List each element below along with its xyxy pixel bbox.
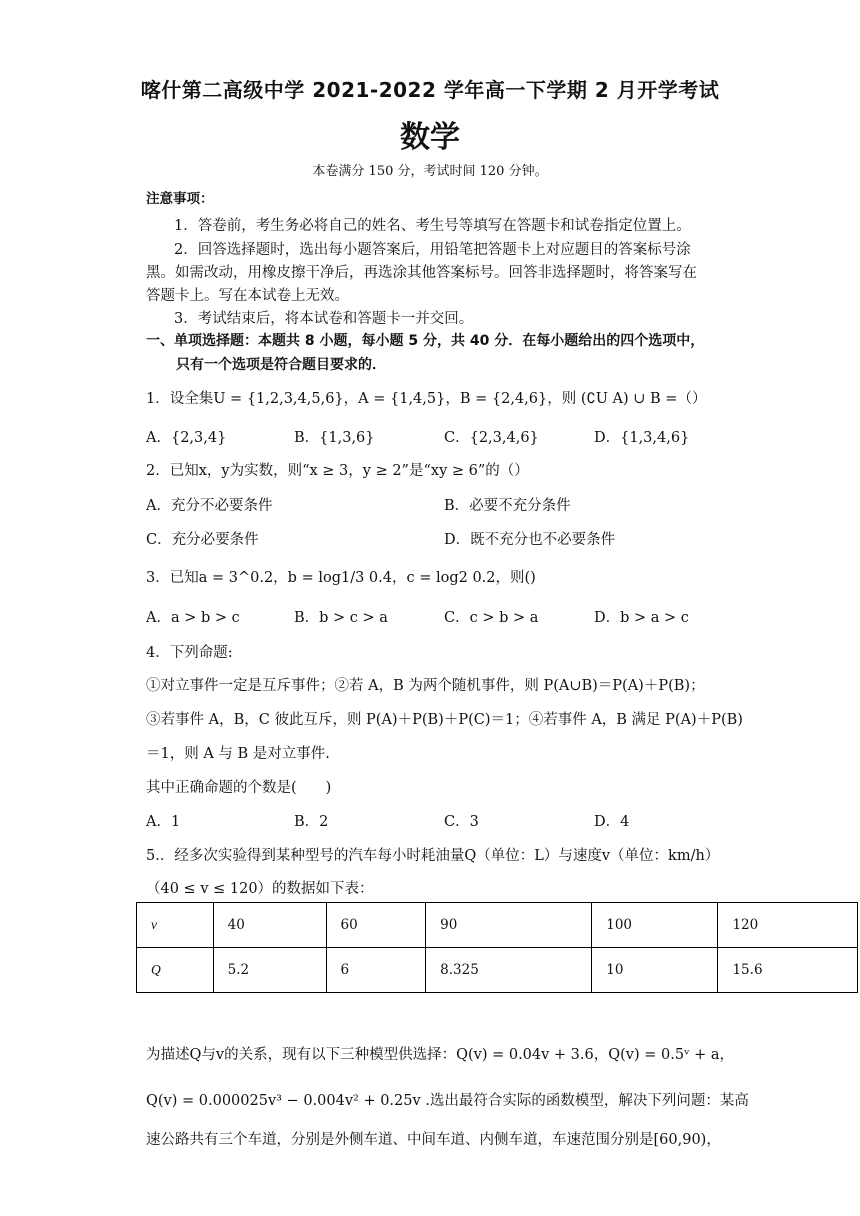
table-cell: 5.2 (213, 948, 326, 993)
table-cell: v (137, 903, 214, 948)
q1-option-c: C．{2,3,4,6} (444, 430, 539, 446)
q4-option-c: C．3 (444, 814, 479, 830)
q2-option-a: A．充分不必要条件 (146, 498, 273, 514)
q4-option-b: B．2 (294, 814, 329, 830)
table-row (137, 903, 858, 948)
notice-heading: 注意事项： (146, 191, 214, 207)
q5-text-1: 为描述Q与v的关系，现有以下三种模型供选择：Q(v) = 0.04v + 3.6，Q(v) = 0.5ᵛ + a， (146, 1047, 734, 1063)
question-2-stem: 2．已知x，y为实数，则“x ≥ 3，y ≥ 2”是“xy ≥ 6”的（） (146, 463, 529, 479)
table-cell: 120 (718, 903, 858, 948)
q3-option-b: B．b > c > a (294, 610, 388, 626)
data-table (136, 902, 858, 993)
q4-line-2: ③若事件 A，B，C 彼此互斥，则 P(A)＋P(B)＋P(C)＝1；④若事件 A，B 满足 P(A)＋P(B) (146, 712, 743, 728)
table-row (137, 948, 858, 993)
q4-line-1: ①对立事件一定是互斥事件；②若 A，B 为两个随机事件，则 P(A∪B)＝P(A)＋P(B)； (146, 678, 705, 694)
q4-line-4: 其中正确命题的个数是( ) (146, 780, 332, 796)
notice-item-2-end: 答题卡上。写在本试卷上无效。 (146, 288, 349, 304)
q2-option-c: C．充分必要条件 (146, 532, 259, 548)
q4-line-3: ＝1，则 A 与 B 是对立事件. (146, 746, 330, 762)
exam-note: 本卷满分 150 分，考试时间 120 分钟。 (312, 164, 548, 179)
subject-title: 数学 (400, 120, 460, 155)
q1-option-b: B．{1,3,6} (294, 430, 375, 446)
exam-title: 喀什第二高级中学 2021-2022 学年高一下学期 2 月开学考试 (140, 78, 720, 102)
question-1-stem: 1．设全集U = {1,2,3,4,5,6}，A = {1,4,5}，B = {2,4,6}，则 (∁U A) ∪ B =（） (146, 391, 707, 407)
notice-item-1: 1．答卷前，考生务必将自己的姓名、考生号等填写在答题卡和试卷指定位置上。 (174, 218, 691, 234)
question-3-stem: 3．已知a = 3^0.2，b = log1/3 0.4，c = log2 0.2，则() (146, 570, 536, 586)
q5-text-2: Q(v) = 0.000025v³ − 0.004v² + 0.25v .选出最符合实际的函数模型，解决下列问题：某高 (146, 1093, 749, 1109)
q2-option-d: D．既不充分也不必要条件 (444, 532, 616, 548)
section-heading-cont: 只有一个选项是符合题目要求的． (176, 357, 386, 373)
q1-option-d: D．{1,3,4,6} (594, 430, 690, 446)
q1-option-a: A．{2,3,4} (146, 430, 227, 446)
q3-option-a: A．a > b > c (146, 610, 240, 626)
notice-item-2-cont: 黑。如需改动，用橡皮擦干净后，再选涂其他答案标号。回答非选择题时，将答案写在 (146, 265, 697, 281)
q3-option-c: C．c > b > a (444, 610, 539, 626)
table-cell: 100 (592, 903, 718, 948)
question-4-stem: 4．下列命题: (146, 645, 233, 661)
q2-option-b: B．必要不充分条件 (444, 498, 571, 514)
q4-option-a: A．1 (146, 814, 181, 830)
table-cell: 10 (592, 948, 718, 993)
question-5-stem-cont: （40 ≤ v ≤ 120）的数据如下表： (146, 881, 374, 897)
notice-item-3: 3．考试结束后，将本试卷和答题卡一并交回。 (174, 311, 474, 327)
table-cell: 6 (326, 948, 426, 993)
table-cell: 40 (213, 903, 326, 948)
table-cell: 8.325 (426, 948, 592, 993)
table-cell: 15.6 (718, 948, 858, 993)
q5-text-3: 速公路共有三个车道，分别是外侧车道、中间车道、内侧车道，车速范围分别是[60,90)， (146, 1132, 721, 1148)
q3-option-d: D．b > a > c (594, 610, 689, 626)
table-cell: 90 (426, 903, 592, 948)
table-cell: 60 (326, 903, 426, 948)
notice-item-2: 2．回答选择题时，选出每小题答案后，用铅笔把答题卡上对应题目的答案标号涂 (174, 242, 691, 258)
question-5-stem: 5.．经多次实验得到某种型号的汽车每小时耗油量Q（单位：L）与速度v（单位：km/h） (146, 848, 720, 864)
q4-option-d: D．4 (594, 814, 630, 830)
table-cell: Q (137, 948, 214, 993)
section-heading: 一、单项选择题：本题共 8 小题，每小题 5 分，共 40 分．在每小题给出的四个选项中， (146, 333, 705, 349)
